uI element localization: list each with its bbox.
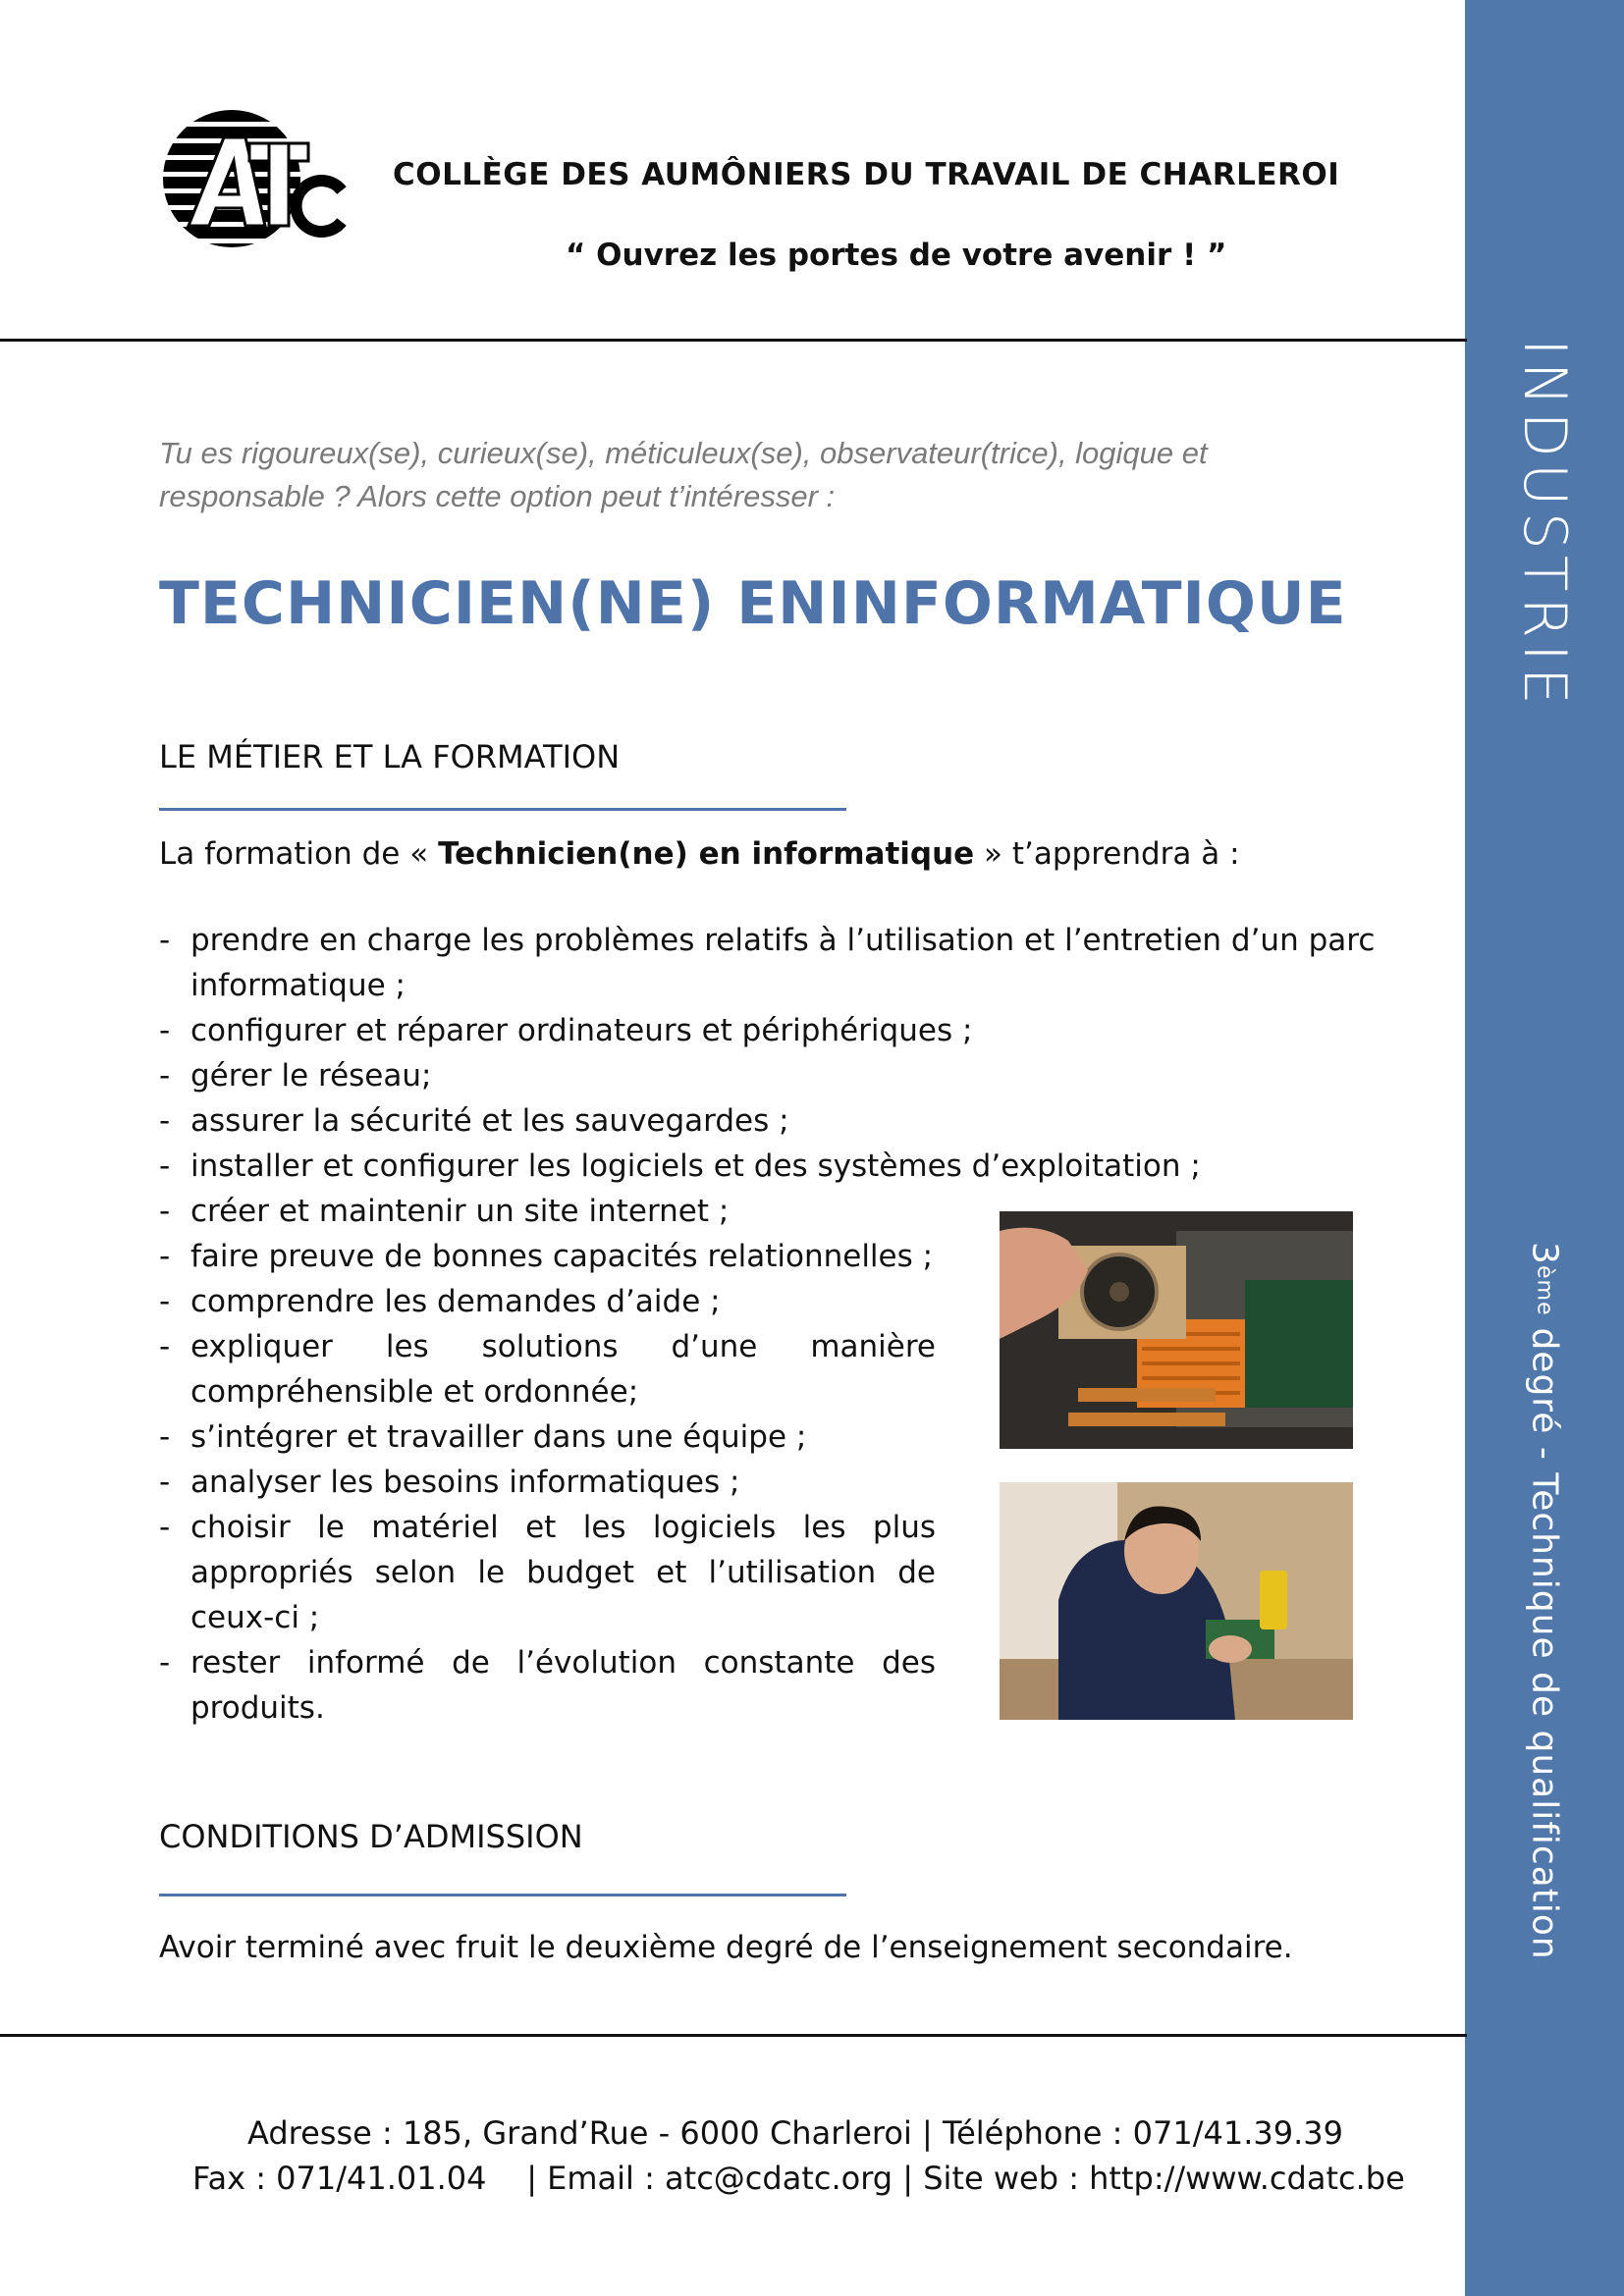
side-band	[1465, 0, 1624, 2296]
header-divider	[0, 339, 1467, 342]
list-item-text: gérer le réseau;	[190, 1058, 432, 1094]
section-heading-metier: LE MÉTIER ET LA FORMATION	[159, 738, 621, 775]
degree-number: 3	[1524, 1242, 1565, 1265]
list-item-text: s’intégrer et travailler dans une équipe ;	[190, 1419, 807, 1455]
list-item-text: assurer la sécurité et les sauvegardes ;	[190, 1103, 789, 1139]
footer-address: Adresse : 185, Grand’Rue - 6000 Charleroi | Téléphone : 071/41.39.39	[247, 2114, 1343, 2152]
degree-label	[1465, 1242, 1624, 2027]
list-item-text: expliquer les solutions d’une manière compréhensible et ordonnée;	[190, 1329, 936, 1410]
section-underline	[159, 1894, 846, 1896]
intro-text: Tu es rigoureux(se), curieux(se), méticuleux(se), observateur(trice), logique et responsable ? Alors cette option peut t’intéresser :	[159, 436, 1208, 513]
list-item	[159, 1008, 1398, 1053]
section-underline	[159, 808, 846, 811]
degree-text: degré - Technique de qualification	[1524, 1315, 1565, 1961]
admission-text: Avoir terminé avec fruit le deuxième degré de l’enseignement secondaire.	[159, 1930, 1293, 1965]
formation-intro	[159, 836, 1240, 872]
list-item-text: rester informé de l’évolution constante des produits.	[190, 1645, 936, 1726]
bullet-dash: -	[159, 1284, 171, 1319]
list-item-text: créer et maintenir un site internet ;	[190, 1194, 730, 1229]
list-item	[159, 1053, 1398, 1098]
bullet-dash: -	[159, 1645, 171, 1681]
list-item	[159, 1415, 936, 1460]
bullet-dash: -	[159, 1419, 171, 1455]
bullet-dash: -	[159, 1194, 171, 1229]
list-item	[159, 1279, 936, 1324]
list-item	[159, 1505, 936, 1640]
list-item-text: comprendre les demandes d’aide ;	[190, 1284, 721, 1319]
photo-student-soldering	[1000, 1482, 1353, 1720]
list-item	[159, 1324, 936, 1415]
photo-laptop-hardware	[1000, 1211, 1353, 1449]
list-item	[159, 1234, 936, 1279]
college-name: COLLÈGE DES AUMÔNIERS DU TRAVAIL DE CHARLEROI	[393, 157, 1340, 192]
formation-intro-prefix: La formation de «	[159, 836, 439, 872]
sector-label: INDUSTRIE	[1510, 339, 1579, 711]
page-title: TECHNICIEN(NE) ENINFORMATIQUE	[159, 569, 1347, 638]
list-item-text: prendre en charge les problèmes relatifs à l’utilisation et l’entretien d’un parc informatique ;	[190, 923, 1376, 1003]
list-item	[159, 1460, 936, 1505]
atc-logo	[155, 108, 352, 253]
section-heading-admission: CONDITIONS D’ADMISSION	[159, 1818, 583, 1855]
bullet-dash: -	[159, 1329, 171, 1364]
list-item	[159, 1640, 936, 1731]
formation-intro-suffix: » t’apprendra à :	[974, 836, 1240, 872]
list-item-text: configurer et réparer ordinateurs et périphériques ;	[190, 1013, 973, 1048]
formation-name: Technicien(ne) en informatique	[438, 836, 975, 872]
list-item-text: analyser les besoins informatiques ;	[190, 1465, 740, 1500]
bullet-dash: -	[159, 1058, 171, 1094]
list-item	[159, 1189, 936, 1234]
bullet-dash: -	[159, 1148, 171, 1184]
footer-contact: Fax : 071/41.01.04 | Email : atc@cdatc.org | Site web : http://www.cdatc.be	[192, 2160, 1405, 2197]
bullet-dash: -	[159, 923, 171, 958]
motto: “ Ouvrez les portes de votre avenir ! ”	[566, 238, 1227, 273]
bullet-dash: -	[159, 1465, 171, 1500]
list-item	[159, 918, 1398, 1008]
bullet-dash: -	[159, 1510, 171, 1545]
list-item	[159, 1098, 1398, 1144]
degree-superscript: ème	[1532, 1264, 1557, 1316]
bullet-dash: -	[159, 1239, 171, 1274]
bullet-dash: -	[159, 1013, 171, 1048]
list-item-text: faire preuve de bonnes capacités relationnelles ;	[190, 1239, 934, 1274]
list-item-text: choisir le matériel et les logiciels les plus appropriés selon le budget et l’utilisation de ceux-ci ;	[190, 1510, 936, 1635]
list-item-text: installer et configurer les logiciels et des systèmes d’exploitation ;	[190, 1148, 1201, 1184]
footer-divider	[0, 2034, 1467, 2037]
list-item	[159, 1144, 1398, 1189]
bullet-dash: -	[159, 1103, 171, 1139]
